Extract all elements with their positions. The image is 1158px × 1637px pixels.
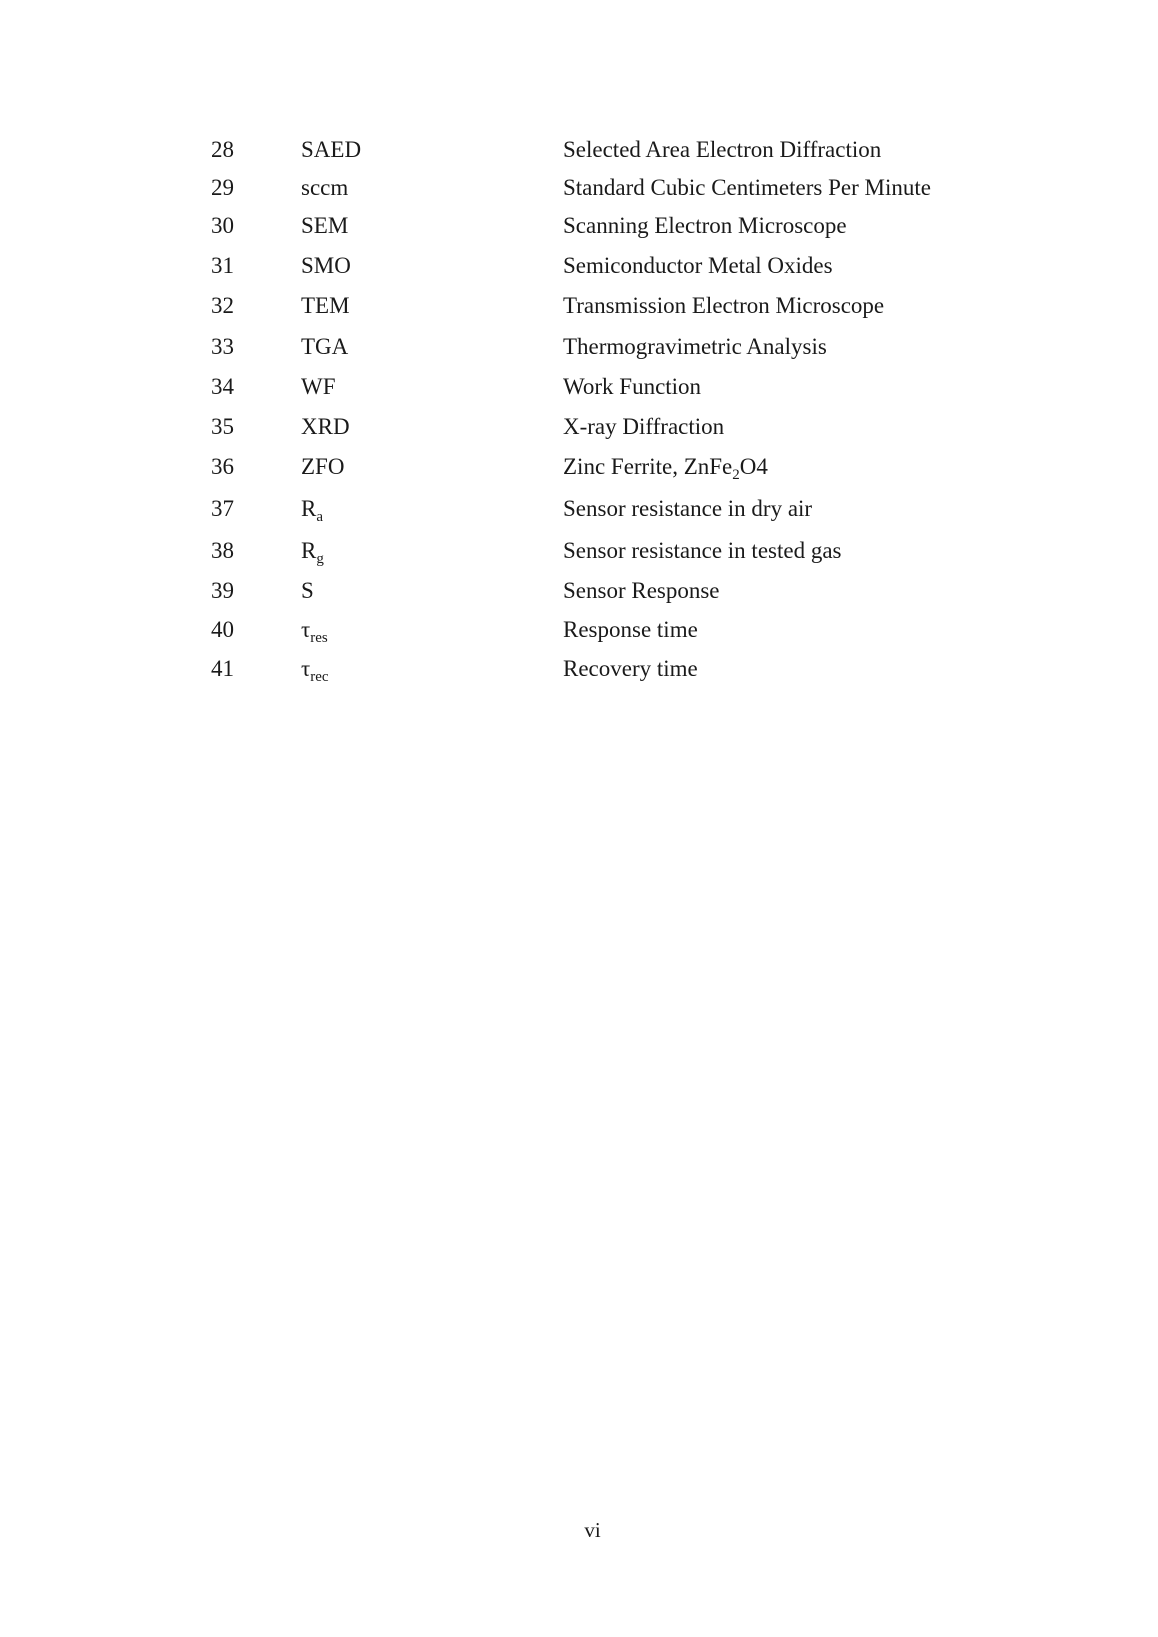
definition-text: Scanning Electron Microscope: [563, 213, 847, 238]
abbreviation-definition: [563, 409, 724, 448]
page-number: vi: [584, 1518, 601, 1542]
abbreviation-term: [301, 208, 348, 247]
abbreviation-text: R: [301, 496, 317, 521]
abbreviation-row: [0, 170, 1158, 206]
row-number: 29: [211, 175, 234, 200]
abbreviation-term: [301, 651, 329, 690]
abbreviation-subscript: res: [310, 630, 328, 646]
abbreviation-term: [301, 248, 351, 287]
definition-text: Response time: [563, 617, 698, 642]
abbreviation-term: [301, 288, 350, 327]
definition-subscript: 2: [732, 467, 740, 483]
abbreviation-text: sccm: [301, 175, 349, 200]
abbreviation-row: [0, 612, 1158, 648]
abbreviation-text: TGA: [301, 334, 349, 359]
abbreviation-term: [301, 329, 348, 368]
definition-text: Selected Area Electron Diffraction: [563, 137, 882, 162]
definition-text: Sensor resistance in tested gas: [563, 538, 842, 563]
abbreviation-definition: [563, 132, 881, 171]
abbreviation-definition: [563, 651, 698, 690]
abbreviation-term: [301, 533, 324, 572]
row-number: 38: [211, 538, 234, 563]
row-number: 41: [211, 656, 234, 681]
abbreviation-text: τ: [301, 656, 311, 681]
definition-text: Zinc Ferrite, ZnFe: [563, 454, 733, 479]
definition-text: Thermogravimetric Analysis: [563, 334, 827, 359]
abbreviation-row: [0, 533, 1158, 569]
definition-text: Semiconductor Metal Oxides: [563, 253, 833, 278]
abbreviation-definition: [563, 449, 768, 488]
abbreviation-text: SEM: [301, 213, 349, 238]
abbreviation-text: SMO: [301, 253, 351, 278]
row-number: 32: [211, 293, 234, 318]
row-number: 35: [211, 414, 234, 439]
abbreviation-term: [301, 612, 328, 651]
abbreviation-row: [0, 329, 1158, 365]
abbreviation-row: [0, 248, 1158, 284]
abbreviation-definition: [563, 573, 720, 612]
abbreviation-text: τ: [301, 617, 311, 642]
row-number: 30: [211, 213, 234, 238]
definition-text: Transmission Electron Microscope: [563, 293, 885, 318]
abbreviation-definition: [563, 533, 841, 572]
definition-text: Standard Cubic Centimeters Per Minute: [563, 175, 931, 200]
abbreviation-text: ZFO: [301, 454, 345, 479]
abbreviation-text: TEM: [301, 293, 350, 318]
abbreviation-text: SAED: [301, 137, 362, 162]
abbreviation-definition: [563, 208, 847, 247]
abbreviation-row: [0, 491, 1158, 527]
row-number: 39: [211, 578, 234, 603]
abbreviation-row: [0, 132, 1158, 168]
row-number: 34: [211, 374, 234, 399]
row-number: 31: [211, 253, 234, 278]
definition-text: Recovery time: [563, 656, 698, 681]
abbreviation-term: [301, 132, 361, 171]
definition-text: Sensor Response: [563, 578, 720, 603]
row-number: 28: [211, 137, 234, 162]
definition-text: Sensor resistance in dry air: [563, 496, 813, 521]
row-number: 37: [211, 496, 234, 521]
abbreviation-definition: [563, 170, 931, 209]
abbreviation-row: [0, 449, 1158, 485]
abbreviation-term: [301, 491, 323, 530]
row-number: 33: [211, 334, 234, 359]
abbreviation-definition: [563, 248, 833, 287]
abbreviation-row: [0, 573, 1158, 609]
abbreviation-text: R: [301, 538, 317, 563]
row-number: 36: [211, 454, 234, 479]
abbreviation-definition: [563, 288, 884, 327]
abbreviation-subscript: g: [316, 551, 324, 567]
abbreviation-term: [301, 573, 314, 612]
abbreviation-row: [0, 288, 1158, 324]
abbreviation-definition: [563, 329, 827, 368]
definition-text: X-ray Diffraction: [563, 414, 725, 439]
abbreviation-subscript: a: [316, 509, 324, 525]
abbreviation-text: WF: [301, 374, 336, 399]
abbreviation-term: [301, 369, 336, 408]
row-number: 40: [211, 617, 234, 642]
abbreviation-definition: [563, 612, 698, 651]
abbreviation-definition: [563, 491, 812, 530]
abbreviation-definition: [563, 369, 701, 408]
abbreviation-text: XRD: [301, 414, 350, 439]
abbreviation-row: [0, 409, 1158, 445]
definition-text: Work Function: [563, 374, 702, 399]
abbreviation-row: [0, 651, 1158, 687]
abbreviation-row: [0, 369, 1158, 405]
abbreviation-term: [301, 409, 350, 448]
abbreviation-term: [301, 449, 344, 488]
abbreviation-term: [301, 170, 348, 209]
definition-tail: O4: [739, 454, 768, 479]
abbreviation-subscript: rec: [310, 669, 329, 685]
abbreviation-text: S: [301, 578, 314, 603]
abbreviation-row: [0, 208, 1158, 244]
